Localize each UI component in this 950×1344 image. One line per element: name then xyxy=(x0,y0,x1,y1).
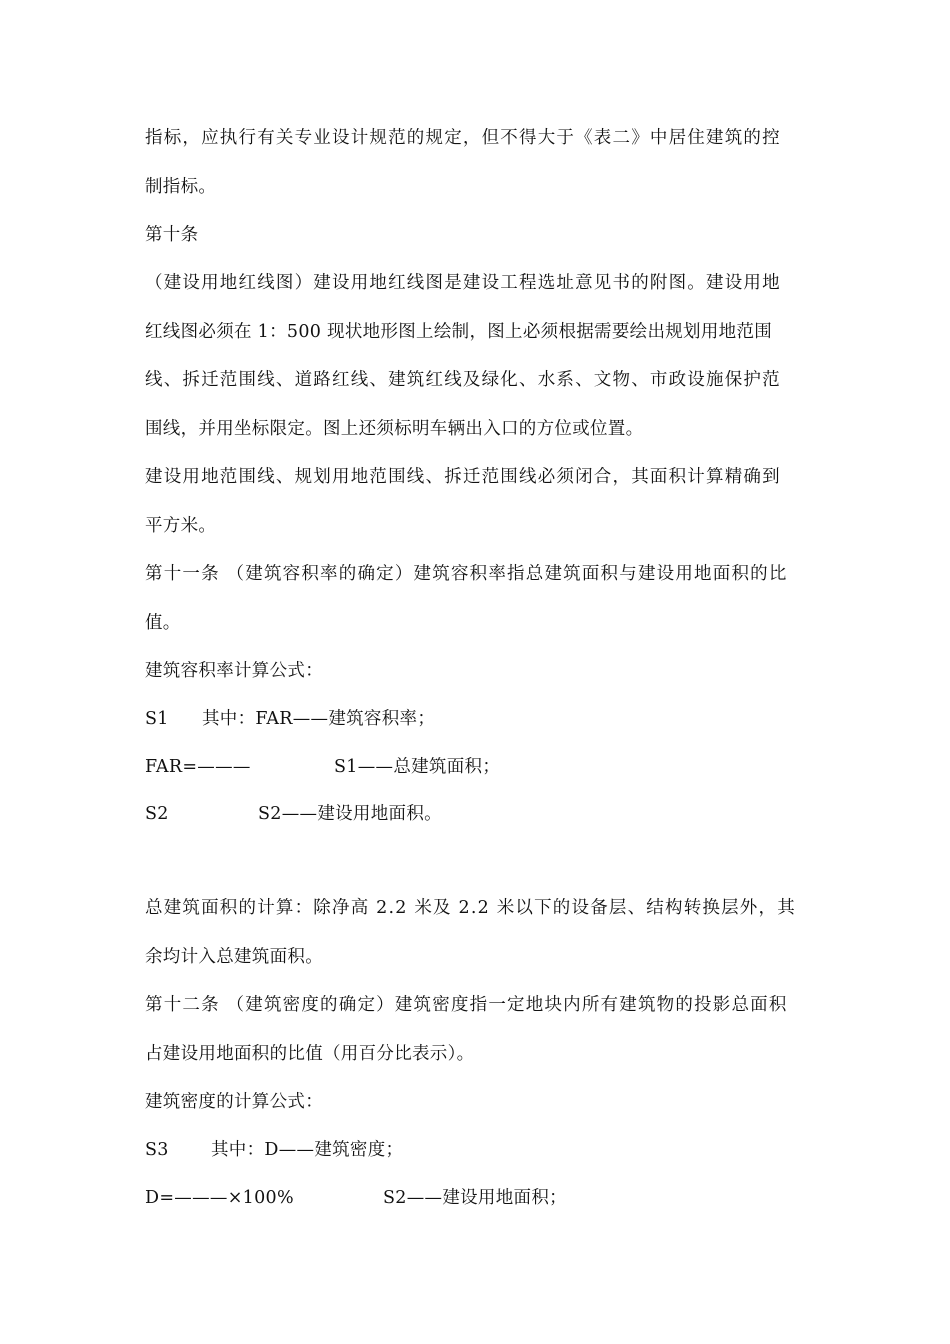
paragraph-line: 制指标。 xyxy=(145,177,217,197)
paragraph-line: 建设用地范围线、规划用地范围线、拆迁范围线必须闭合，其面积计算精确到 xyxy=(145,467,781,487)
far-note-s2: S2——建设用地面积。 xyxy=(258,804,442,824)
paragraph-line: 余均计入总建筑面积。 xyxy=(145,947,323,967)
paragraph-line: （建设用地红线图）建设用地红线图是建设工程选址意见书的附图。建设用地 xyxy=(145,273,781,293)
paragraph-line: 总建筑面积的计算：除净高 2.2 米及 2.2 米以下的设备层、结构转换层外，其 xyxy=(145,898,796,918)
formula-caption: 建筑密度的计算公式： xyxy=(145,1092,323,1112)
paragraph-line: 值。 xyxy=(145,613,181,633)
paragraph-line: 平方米。 xyxy=(145,516,217,536)
far-note-definition: 其中：FAR——建筑容积率； xyxy=(202,709,436,729)
article-heading: 第十条 xyxy=(145,225,199,245)
article-line: 第十一条 （建筑容积率的确定）建筑容积率指总建筑面积与建设用地面积的比 xyxy=(145,564,788,584)
density-note-definition: 其中：D——建筑密度； xyxy=(211,1140,404,1160)
paragraph-line: 占建设用地面积的比值（用百分比表示）。 xyxy=(145,1044,475,1064)
density-equation: D=———×100% xyxy=(145,1188,294,1208)
paragraph-line: 线、拆迁范围线、道路红线、建筑红线及绿化、水系、文物、市政设施保护范 xyxy=(145,370,781,390)
far-numerator: S1 xyxy=(145,709,169,729)
density-note-s2: S2——建设用地面积； xyxy=(383,1188,567,1208)
far-equation: FAR=——— xyxy=(145,757,251,777)
paragraph-line: 红线图必须在 1：500 现状地形图上绘制，图上必须根据需要绘出规划用地范围 xyxy=(145,322,773,342)
far-denominator: S2 xyxy=(145,804,169,824)
paragraph-line: 围线，并用坐标限定。图上还须标明车辆出入口的方位或位置。 xyxy=(145,419,644,439)
far-note-s1: S1——总建筑面积； xyxy=(334,757,501,777)
formula-caption: 建筑容积率计算公式： xyxy=(145,661,323,681)
paragraph-line: 指标，应执行有关专业设计规范的规定，但不得大于《表二》中居住建筑的控 xyxy=(145,128,781,148)
article-line: 第十二条 （建筑密度的确定）建筑密度指一定地块内所有建筑物的投影总面积 xyxy=(145,995,788,1015)
density-numerator: S3 xyxy=(145,1140,169,1160)
